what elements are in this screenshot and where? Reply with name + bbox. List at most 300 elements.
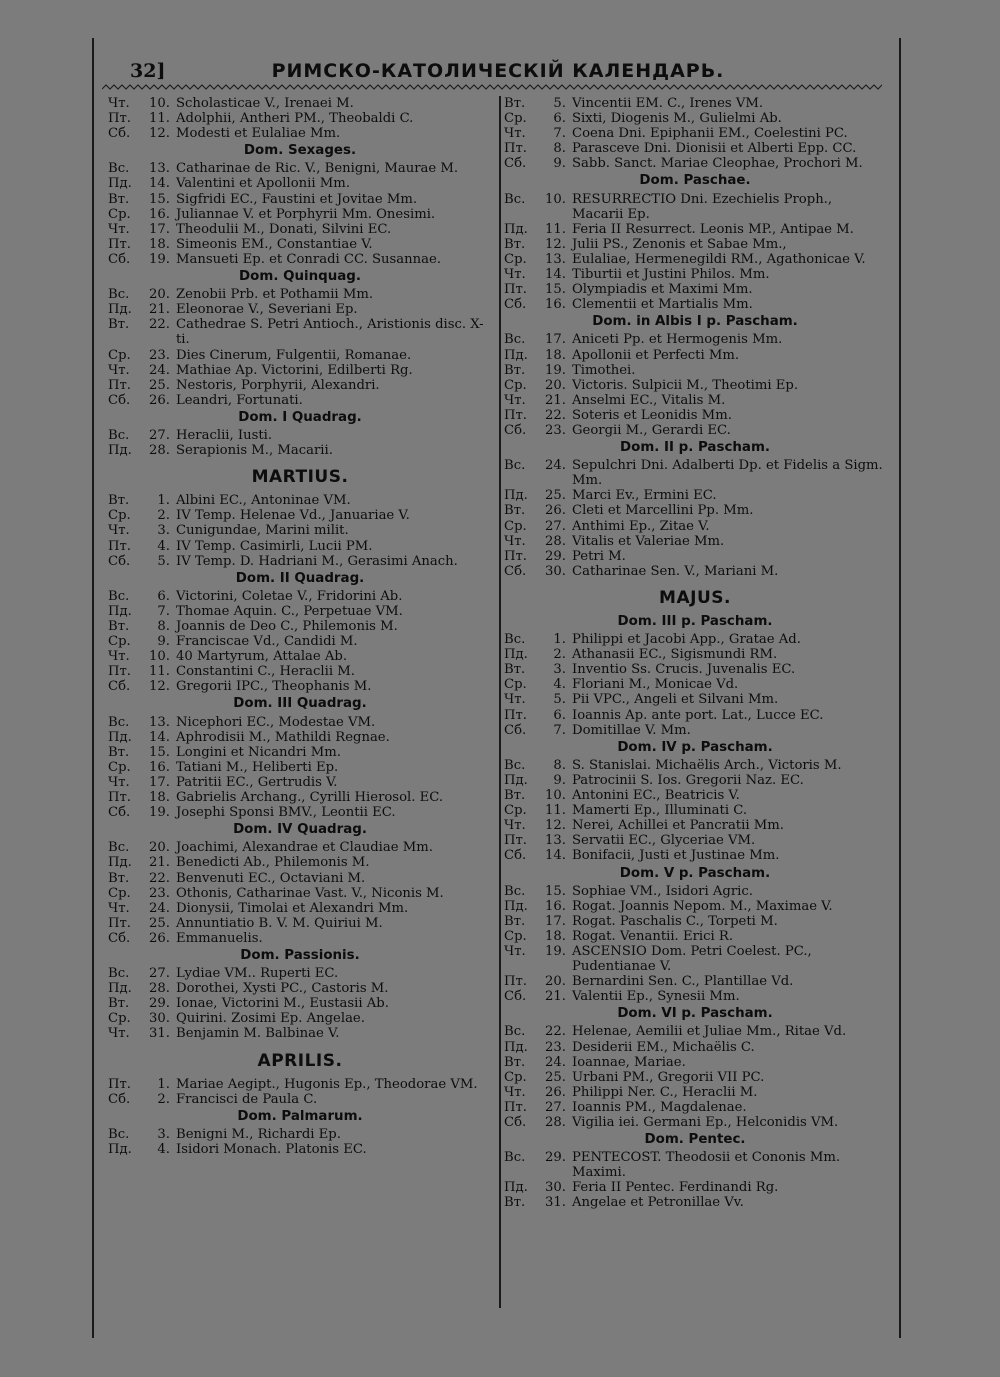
feast-text: Feria II Resurrect. Leonis MP., Antipae M. [572, 221, 854, 237]
weekday-abbr: Вс. [108, 840, 130, 856]
day-number: 26. [149, 392, 170, 408]
feast-text: Parasceve Dni. Dionisii et Alberti Epp. CC. [572, 141, 857, 157]
calendar-entry [108, 1011, 492, 1026]
day-number: 26. [545, 503, 566, 519]
feast-text: Nicephori EC., Modestae VM. [176, 714, 376, 730]
weekday-abbr: Ср. [108, 885, 131, 901]
day-number: 11. [149, 111, 170, 127]
day-number: 20. [149, 840, 170, 856]
calendar-entry [108, 966, 492, 981]
feast-text: Nestoris, Porphyrii, Alexandri. [176, 377, 380, 393]
weekday-abbr: Вс. [504, 757, 526, 773]
calendar-entry [108, 996, 492, 1011]
feast-text: Ioannis Ap. ante port. Lat., Lucce EC. [572, 707, 824, 723]
day-number: 7. [157, 603, 170, 619]
day-number: 1. [157, 493, 170, 509]
weekday-abbr: Ср. [108, 347, 131, 363]
day-number: 14. [149, 176, 170, 192]
calendar-entry [108, 539, 492, 554]
day-number: 23. [545, 1039, 566, 1055]
day-number: 5. [553, 692, 566, 708]
calendar-entry [108, 302, 492, 317]
calendar-entry [504, 818, 886, 833]
weekday-abbr: Пд. [108, 729, 132, 745]
feast-text: Julii PS., Zenonis et Sabae Mm., [572, 236, 787, 252]
feast-text: Modesti et Eulaliae Mm. [176, 126, 341, 142]
feast-text: Anthimi Ep., Zitae V. [572, 518, 710, 534]
day-number: 15. [545, 883, 566, 899]
feast-text: Inventio Ss. Crucis. Juvenalis EC. [572, 662, 796, 678]
weekday-abbr: Вт. [504, 362, 526, 378]
calendar-entry [108, 981, 492, 996]
feast-text: Rogat. Venantii. Erici R. [572, 928, 734, 944]
day-number: 4. [157, 538, 170, 554]
weekday-abbr: Ср. [504, 928, 527, 944]
day-number: 3. [553, 662, 566, 678]
day-number: 14. [545, 848, 566, 864]
feast-text: Domitillae V. Mm. [572, 722, 691, 738]
weekday-abbr: Ср. [504, 518, 527, 534]
calendar-entry [504, 408, 886, 423]
calendar-column-left [108, 96, 492, 1157]
day-number: 2. [157, 1091, 170, 1107]
day-number: 21. [149, 302, 170, 318]
day-number: 5. [157, 553, 170, 569]
calendar-entry [504, 503, 886, 518]
calendar-entry [108, 378, 492, 393]
calendar-entry [108, 715, 492, 730]
feast-text: Vitalis et Valeriae Mm. [572, 533, 725, 549]
feast-text: Antonini EC., Beatricis V. [572, 788, 740, 804]
calendar-entry [108, 775, 492, 790]
day-number: 12. [545, 236, 566, 252]
feast-text: Nerei, Achillei et Pancratii Mm. [572, 818, 784, 834]
feast-text: Floriani M., Monicae Vd. [572, 677, 739, 693]
day-number: 11. [545, 221, 566, 237]
day-number: 16. [545, 898, 566, 914]
feast-text: Thomae Aquin. C., Perpetuae VM. [176, 603, 403, 619]
sunday-heading: Dom. Quinquag. [239, 269, 361, 285]
day-number: 13. [545, 833, 566, 849]
feast-text: Apollonii et Perfecti Mm. [572, 347, 740, 363]
feast-text: Helenae, Aemilii et Juliae Mm., Ritae Vd. [572, 1024, 847, 1040]
day-number: 10. [545, 788, 566, 804]
feast-text: Soteris et Leonidis Mm. [572, 407, 732, 423]
weekday-abbr: Чт. [504, 818, 526, 834]
day-number: 25. [149, 915, 170, 931]
feast-text: Theodulii M., Donati, Silvini EC. [176, 221, 392, 237]
day-number: 31. [149, 1026, 170, 1042]
weekday-abbr: Пт. [108, 111, 131, 127]
weekday-abbr: Вс. [504, 632, 526, 648]
weekday-abbr: Чт. [108, 774, 130, 790]
day-number: 21. [545, 989, 566, 1005]
weekday-abbr: Вс. [108, 966, 130, 982]
sunday-heading: Dom. II p. Pascham. [620, 440, 770, 456]
day-number: 27. [149, 427, 170, 443]
sunday-heading: Dom. Sexages. [243, 143, 357, 159]
calendar-entry [504, 363, 886, 378]
calendar-entry [108, 443, 492, 458]
calendar-entry [504, 833, 886, 848]
calendar-entry [108, 428, 492, 443]
day-number: 17. [149, 774, 170, 790]
sunday-heading: Dom. V p. Pascham. [619, 865, 771, 881]
day-number: 20. [149, 287, 170, 303]
calendar-entry [504, 423, 886, 438]
day-number: 18. [545, 347, 566, 363]
calendar-entry [108, 126, 492, 141]
day-number: 21. [149, 855, 170, 871]
calendar-entry [504, 549, 886, 564]
day-number: 1. [157, 1076, 170, 1092]
day-number: 10. [545, 191, 566, 207]
calendar-entry [108, 237, 492, 252]
weekday-abbr: Вс. [108, 427, 130, 443]
month-heading: MARTIUS. [251, 467, 349, 488]
weekday-abbr: Сб. [504, 563, 527, 579]
weekday-abbr: Чт. [504, 692, 526, 708]
feast-text: Sophiae VM., Isidori Agric. [572, 883, 753, 899]
day-number: 8. [553, 757, 566, 773]
calendar-entry [108, 840, 492, 855]
weekday-abbr: Пт. [504, 1099, 527, 1115]
day-number: 15. [545, 282, 566, 298]
feast-text: Servatii EC., Glyceriae VM. [572, 833, 756, 849]
calendar-entry [504, 662, 886, 677]
day-number: 15. [149, 191, 170, 207]
day-number: 19. [149, 805, 170, 821]
calendar-entry [504, 96, 886, 111]
weekday-abbr: Пт. [504, 833, 527, 849]
day-number: 31. [545, 1195, 566, 1211]
calendar-entry [108, 679, 492, 694]
day-number: 27. [545, 518, 566, 534]
weekday-abbr: Пд. [108, 1142, 132, 1157]
calendar-entry [504, 974, 886, 989]
weekday-abbr: Пд. [504, 347, 528, 363]
feast-text: Cathedrae S. Petri Antioch., Aristionis disc. X-ti. [176, 317, 484, 348]
weekday-abbr: Ср. [504, 803, 527, 819]
calendar-entry [108, 176, 492, 191]
day-number: 26. [149, 930, 170, 946]
calendar-entry [108, 730, 492, 745]
weekday-abbr: Ср. [504, 111, 527, 127]
weekday-abbr: Пд. [504, 898, 528, 914]
feast-text: Tiburtii et Justini Philos. Mm. [572, 267, 770, 283]
day-number: 24. [545, 458, 566, 474]
feast-text: Timothei. [572, 362, 636, 378]
feast-text: RESURRECTIO Dni. Ezechielis Proph., Macarii Ep. [572, 191, 833, 222]
feast-text: Ionae, Victorini M., Eustasii Ab. [176, 996, 389, 1012]
day-number: 6. [157, 588, 170, 604]
day-number: 6. [553, 707, 566, 723]
day-number: 28. [149, 981, 170, 997]
feast-text: Marci Ev., Ermini EC. [572, 488, 717, 504]
calendar-entry [108, 111, 492, 126]
calendar-entry [504, 267, 886, 282]
calendar-entry [504, 111, 886, 126]
weekday-abbr: Пд. [504, 1180, 528, 1196]
feast-text: Gabrielis Archang., Cyrilli Hierosol. EC. [176, 790, 444, 806]
calendar-entry [504, 1024, 886, 1039]
weekday-abbr: Сб. [108, 679, 131, 695]
month-heading: MAJUS. [659, 587, 731, 608]
calendar-entry [504, 534, 886, 549]
weekday-abbr: Пд. [108, 443, 132, 459]
feast-text: Ioannae, Mariae. [572, 1054, 686, 1070]
calendar-entry [504, 1150, 886, 1180]
day-number: 28. [545, 1115, 566, 1130]
calendar-entry [504, 692, 886, 707]
feast-text: Feria II Pentec. Ferdinandi Rg. [572, 1180, 779, 1196]
day-number: 25. [545, 1069, 566, 1085]
calendar-entry [504, 1055, 886, 1070]
weekday-abbr: Вт. [108, 191, 130, 207]
weekday-abbr: Ср. [504, 1069, 527, 1085]
weekday-abbr: Вс. [504, 1150, 526, 1166]
weekday-abbr: Вс. [504, 883, 526, 899]
day-number: 17. [545, 913, 566, 929]
day-number: 26. [545, 1084, 566, 1100]
day-number: 9. [553, 156, 566, 172]
weekday-abbr: Пт. [108, 377, 131, 393]
calendar-entry [108, 554, 492, 569]
feast-text: Benedicti Ab., Philemonis M. [176, 855, 370, 871]
day-number: 12. [149, 679, 170, 695]
calendar-entry [504, 282, 886, 297]
day-number: 1. [553, 632, 566, 648]
day-number: 17. [545, 332, 566, 348]
weekday-abbr: Пд. [108, 302, 132, 318]
day-number: 20. [545, 377, 566, 393]
calendar-column-right [504, 96, 886, 1211]
feast-text: S. Stanislai. Michaëlis Arch., Victoris M. [572, 757, 842, 773]
feast-text: Mamerti Ep., Illuminati C. [572, 803, 748, 819]
feast-text: Tatiani M., Heliberti Ep. [176, 759, 339, 775]
feast-text: Bernardini Sen. C., Plantillae Vd. [572, 974, 794, 990]
weekday-abbr: Пд. [504, 488, 528, 504]
day-number: 7. [553, 126, 566, 142]
day-number: 12. [149, 126, 170, 142]
day-number: 13. [545, 251, 566, 267]
calendar-entry [504, 632, 886, 647]
feast-text: Coena Dni. Epiphanii EM., Coelestini PC. [572, 126, 848, 142]
feast-text: Angelae et Petronillae Vv. [572, 1195, 744, 1211]
weekday-abbr: Ср. [108, 1011, 131, 1027]
feast-text: Patrocinii S. Ios. Gregorii Naz. EC. [572, 772, 804, 788]
calendar-entry [108, 760, 492, 775]
feast-text: Aphrodisii M., Mathildi Regnae. [176, 729, 390, 745]
feast-text: Aniceti Pp. et Hermogenis Mm. [572, 332, 783, 348]
calendar-entry [504, 393, 886, 408]
weekday-abbr: Чт. [108, 1026, 130, 1042]
calendar-entry [504, 1195, 886, 1210]
feast-text: Simeonis EM., Constantiae V. [176, 236, 373, 252]
weekday-abbr: Пт. [108, 1076, 131, 1092]
month-heading: APRILIS. [257, 1050, 343, 1071]
feast-text: Catharinae de Ric. V., Benigni, Maurae M. [176, 161, 459, 177]
weekday-abbr: Вс. [108, 714, 130, 730]
calendar-entry [108, 363, 492, 378]
weekday-abbr: Пт. [108, 790, 131, 806]
calendar-entry [108, 916, 492, 931]
weekday-abbr: Ср. [108, 759, 131, 775]
feast-text: Valentii Ep., Synesii Mm. [572, 989, 740, 1005]
day-number: 7. [553, 722, 566, 738]
weekday-abbr: Чт. [504, 267, 526, 283]
weekday-abbr: Сб. [108, 1091, 131, 1107]
sunday-heading: Dom. I Quadrag. [238, 409, 362, 425]
sunday-heading: Dom. IV Quadrag. [233, 822, 367, 838]
calendar-entry [108, 1127, 492, 1142]
day-number: 23. [545, 422, 566, 438]
feast-text: Eleonorae V., Severiani Ep. [176, 302, 358, 318]
page-title: РИМСКО-КАТОЛИЧЕСКІЙ КАЛЕНДАРЬ. [271, 60, 725, 82]
calendar-entry [504, 788, 886, 803]
day-number: 2. [553, 647, 566, 663]
day-number: 13. [149, 161, 170, 177]
calendar-entry [108, 589, 492, 604]
day-number: 8. [157, 619, 170, 634]
weekday-abbr: Чт. [504, 1084, 526, 1100]
calendar-entry [108, 393, 492, 408]
day-number: 30. [545, 563, 566, 579]
day-number: 27. [545, 1099, 566, 1115]
weekday-abbr: Чт. [504, 392, 526, 408]
feast-text: Mansueti Ep. et Conradi CC. Susannae. [176, 251, 442, 267]
page-number: 32] [130, 60, 166, 82]
weekday-abbr: Пт. [504, 707, 527, 723]
calendar-entry [504, 914, 886, 929]
sunday-heading: Dom. Passionis. [240, 947, 360, 963]
day-number: 16. [149, 759, 170, 775]
calendar-entry [504, 1085, 886, 1100]
feast-text: Mathiae Ap. Victorini, Edilberti Rg. [176, 362, 413, 378]
calendar-entry [108, 207, 492, 222]
weekday-abbr: Пт. [504, 974, 527, 990]
day-number: 17. [149, 221, 170, 237]
feast-text: Joannis de Deo C., Philemonis M. [176, 619, 398, 634]
calendar-entry [504, 192, 886, 222]
calendar-entry [108, 634, 492, 649]
feast-text: Constantini C., Heraclii M. [176, 664, 355, 680]
calendar-entry [108, 901, 492, 916]
calendar-entry [108, 790, 492, 805]
day-number: 4. [553, 677, 566, 693]
calendar-entry [504, 803, 886, 818]
weekday-abbr: Сб. [108, 126, 131, 142]
weekday-abbr: Сб. [504, 722, 527, 738]
calendar-entry [108, 252, 492, 267]
day-number: 11. [545, 803, 566, 819]
feast-text: Valentini et Apollonii Mm. [176, 176, 351, 192]
weekday-abbr: Чт. [504, 943, 526, 959]
calendar-entry [108, 1092, 492, 1107]
feast-text: 40 Martyrum, Attalae Ab. [176, 649, 348, 665]
weekday-abbr: Пд. [108, 855, 132, 871]
calendar-entry [108, 317, 492, 347]
feast-text: IV Temp. D. Hadriani M., Gerasimi Anach. [176, 553, 458, 569]
feast-text: Sigfridi EC., Faustini et Jovitae Mm. [176, 191, 418, 207]
feast-text: Rogat. Paschalis C., Torpeti M. [572, 913, 778, 929]
feast-text: Sepulchri Dni. Adalberti Dp. et Fidelis a Sigm. Mm. [572, 458, 883, 489]
weekday-abbr: Вс. [108, 1126, 130, 1142]
weekday-abbr: Сб. [504, 156, 527, 172]
calendar-entry [504, 723, 886, 738]
day-number: 10. [149, 96, 170, 111]
day-number: 29. [545, 548, 566, 564]
day-number: 12. [545, 818, 566, 834]
day-number: 18. [545, 928, 566, 944]
day-number: 2. [157, 508, 170, 524]
day-number: 25. [545, 488, 566, 504]
feast-text: Serapionis M., Macarii. [176, 443, 333, 459]
sunday-heading: Dom. VI p. Pascham. [617, 1006, 773, 1022]
day-number: 13. [149, 714, 170, 730]
feast-text: Victorini, Coletae V., Fridorini Ab. [176, 588, 403, 604]
feast-text: Philippi et Jacobi App., Gratae Ad. [572, 632, 801, 648]
calendar-entry [504, 156, 886, 171]
sunday-heading: Dom. in Albis I p. Pascham. [592, 314, 798, 330]
day-number: 30. [149, 1011, 170, 1027]
calendar-entry [504, 332, 886, 347]
calendar-entry [108, 855, 492, 870]
sunday-heading: Dom. III p. Pascham. [617, 614, 773, 629]
calendar-entry [504, 348, 886, 363]
feast-text: Cleti et Marcellini Pp. Mm. [572, 503, 754, 519]
feast-text: Vigilia iei. Germani Ep., Helconidis VM. [572, 1115, 839, 1130]
feast-text: Othonis, Catharinae Vast. V., Niconis M. [176, 885, 444, 901]
calendar-entry [108, 192, 492, 207]
weekday-abbr: Вт. [504, 96, 526, 111]
calendar-entry [504, 884, 886, 899]
feast-text: Victoris. Sulpicii M., Theotimi Ep. [572, 377, 799, 393]
weekday-abbr: Пт. [504, 548, 527, 564]
feast-text: Benvenuti EC., Octaviani M. [176, 870, 366, 886]
feast-text: Catharinae Sen. V., Mariani M. [572, 563, 779, 579]
sunday-heading: Dom. II Quadrag. [235, 570, 365, 586]
weekday-abbr: Пд. [504, 1039, 528, 1055]
feast-text: PENTECOST. Theodosii et Cononis Mm. Maximi. [572, 1150, 841, 1181]
feast-text: Eulaliae, Hermenegildi RM., Agathonicae V. [572, 251, 866, 267]
feast-text: Scholasticae V., Irenaei M. [176, 96, 354, 111]
feast-text: IV Temp. Helenae Vd., Januariae V. [176, 508, 410, 524]
day-number: 3. [157, 523, 170, 539]
feast-text: Georgii M., Gerardi EC. [572, 422, 731, 438]
day-number: 22. [545, 407, 566, 423]
weekday-abbr: Чт. [504, 533, 526, 549]
weekday-abbr: Вс. [108, 588, 130, 604]
feast-text: Anselmi EC., Vitalis M. [572, 392, 726, 408]
feast-text: Benjamin M. Balbinae V. [176, 1026, 340, 1042]
day-number: 29. [545, 1150, 566, 1166]
weekday-abbr: Пд. [504, 772, 528, 788]
day-number: 10. [149, 649, 170, 665]
feast-text: Dorothei, Xysti PC., Castoris M. [176, 981, 389, 997]
weekday-abbr: Пт. [108, 664, 131, 680]
calendar-entry [504, 1040, 886, 1055]
sunday-heading: Dom. III Quadrag. [233, 696, 367, 712]
day-number: 16. [545, 297, 566, 313]
page-header [108, 56, 888, 84]
calendar-entry [504, 899, 886, 914]
day-number: 18. [149, 236, 170, 252]
weekday-abbr: Ср. [108, 508, 131, 524]
feast-text: Dies Cinerum, Fulgentii, Romanae. [176, 347, 412, 363]
header-wave-rule [102, 84, 882, 94]
weekday-abbr: Чт. [108, 900, 130, 916]
